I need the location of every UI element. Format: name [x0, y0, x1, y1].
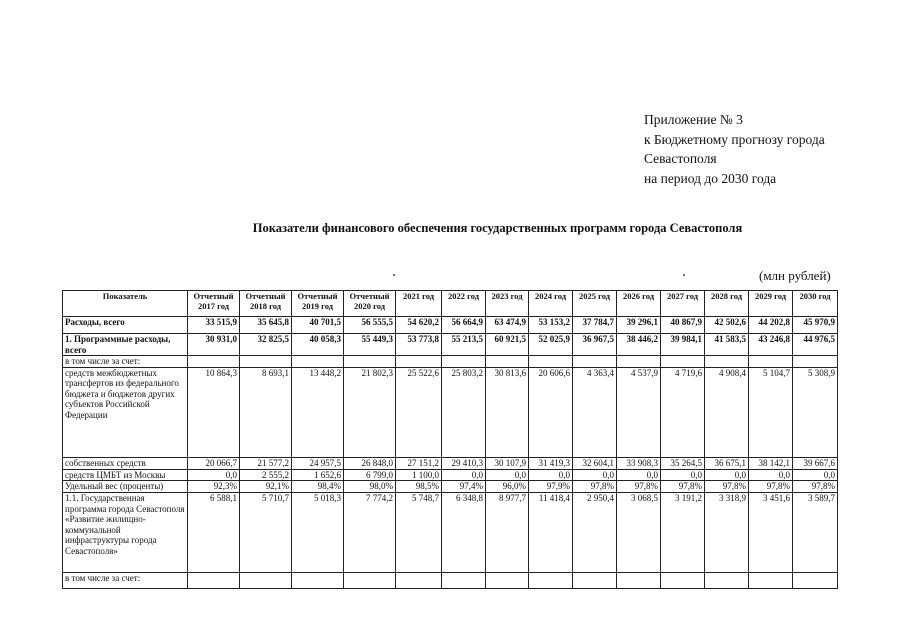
cell-value: 56 555,5 — [344, 317, 396, 334]
cell-value: 0,0 — [486, 469, 529, 481]
cell-value: 97,8% — [749, 481, 793, 493]
cell-value: 21 577,2 — [240, 457, 292, 469]
cell-value: 92,1% — [240, 481, 292, 493]
cell-value: 25 803,2 — [442, 367, 486, 457]
row-label: Удельный вес (проценты) — [63, 481, 188, 493]
cell-value: 0,0 — [529, 469, 573, 481]
cell-value: 0,0 — [442, 469, 486, 481]
cell-value: 98,4% — [292, 481, 344, 493]
cell-value: 55 449,3 — [344, 334, 396, 356]
cell-value: 20 066,7 — [188, 457, 240, 469]
col-header: 2023 год — [486, 291, 529, 317]
cell-value: 53 773,8 — [396, 334, 442, 356]
cell-value: 39 667,6 — [793, 457, 838, 469]
cell-value — [396, 356, 442, 368]
cell-value: 36 675,1 — [705, 457, 749, 469]
cell-value — [529, 573, 573, 589]
table-row — [63, 493, 838, 573]
cell-value: 35 645,8 — [240, 317, 292, 334]
cell-value: 0,0 — [617, 469, 661, 481]
cell-value: 0,0 — [749, 469, 793, 481]
cell-value: 56 664,9 — [442, 317, 486, 334]
cell-value: 97,8% — [617, 481, 661, 493]
cell-value: 5 104,7 — [749, 367, 793, 457]
cell-value: 30 813,6 — [486, 367, 529, 457]
cell-value: 21 802,3 — [344, 367, 396, 457]
cell-value — [486, 356, 529, 368]
appendix-note — [644, 110, 825, 188]
row-label: средств межбюджетных трансфертов из федерального бюджета и бюджетов других субъектов Российской Федерации — [63, 367, 188, 457]
cell-value: 30 931,0 — [188, 334, 240, 356]
cell-value: 98,5% — [396, 481, 442, 493]
cell-value: 40 058,3 — [292, 334, 344, 356]
col-header: 2030 год — [793, 291, 838, 317]
table-row — [63, 356, 838, 368]
cell-value: 52 025,9 — [529, 334, 573, 356]
col-header: Отчетный 2017 год — [188, 291, 240, 317]
cell-value: 43 246,8 — [749, 334, 793, 356]
cell-value: 33 515,9 — [188, 317, 240, 334]
financing-table — [62, 290, 838, 589]
cell-value: 35 264,5 — [661, 457, 705, 469]
appendix-line: к Бюджетному прогнозу города — [644, 131, 825, 147]
cell-value: 3 451,6 — [749, 493, 793, 573]
cell-value: 37 784,7 — [573, 317, 617, 334]
cell-value: 24 957,5 — [292, 457, 344, 469]
col-header: 2022 год — [442, 291, 486, 317]
cell-value — [486, 573, 529, 589]
cell-value — [240, 356, 292, 368]
cell-value: 8 693,1 — [240, 367, 292, 457]
cell-value — [442, 356, 486, 368]
cell-value — [344, 573, 396, 589]
cell-value: 6 799,0 — [344, 469, 396, 481]
cell-value — [529, 356, 573, 368]
cell-value — [661, 356, 705, 368]
cell-value: 0,0 — [188, 469, 240, 481]
cell-value: 3 318,9 — [705, 493, 749, 573]
cell-value: 97,8% — [793, 481, 838, 493]
cell-value — [793, 356, 838, 368]
cell-value: 2 555,2 — [240, 469, 292, 481]
cell-value: 44 202,8 — [749, 317, 793, 334]
cell-value: 4 363,4 — [573, 367, 617, 457]
cell-value: 0,0 — [705, 469, 749, 481]
cell-value: 0,0 — [793, 469, 838, 481]
table-row — [63, 317, 838, 334]
cell-value: 5 748,7 — [396, 493, 442, 573]
col-header: 2024 год — [529, 291, 573, 317]
cell-value: 11 418,4 — [529, 493, 573, 573]
cell-value: 10 864,3 — [188, 367, 240, 457]
row-label: средств ЦМБТ из Москвы — [63, 469, 188, 481]
cell-value: 1 100,0 — [396, 469, 442, 481]
cell-value: 32 825,5 — [240, 334, 292, 356]
cell-value — [396, 573, 442, 589]
cell-value — [705, 356, 749, 368]
cell-value: 29 410,3 — [442, 457, 486, 469]
cell-value: 33 908,3 — [617, 457, 661, 469]
cell-value: 26 848,0 — [344, 457, 396, 469]
table-header-row — [63, 291, 838, 317]
cell-value: 63 474,9 — [486, 317, 529, 334]
row-label: собственных средств — [63, 457, 188, 469]
cell-value: 6 588,1 — [188, 493, 240, 573]
cell-value: 0,0 — [573, 469, 617, 481]
cell-value: 25 522,6 — [396, 367, 442, 457]
cell-value: 40 701,5 — [292, 317, 344, 334]
cell-value: 97,4% — [442, 481, 486, 493]
cell-value: 13 448,2 — [292, 367, 344, 457]
cell-value: 3 589,7 — [793, 493, 838, 573]
cell-value: 98,0% — [344, 481, 396, 493]
cell-value: 4 719,6 — [661, 367, 705, 457]
cell-value: 38 446,2 — [617, 334, 661, 356]
cell-value: 7 774,2 — [344, 493, 396, 573]
cell-value — [442, 573, 486, 589]
cell-value — [749, 356, 793, 368]
cell-value — [749, 573, 793, 589]
cell-value: 40 867,9 — [661, 317, 705, 334]
cell-value: 97,8% — [705, 481, 749, 493]
scan-speck — [393, 274, 395, 276]
cell-value: 0,0 — [661, 469, 705, 481]
table-row — [63, 334, 838, 356]
document-title: Показатели финансового обеспечения государственных программ города Севастополя — [252, 221, 743, 235]
col-header: Показатель — [63, 291, 188, 317]
cell-value: 5 308,9 — [793, 367, 838, 457]
cell-value: 31 419,3 — [529, 457, 573, 469]
cell-value — [344, 356, 396, 368]
cell-value: 1 652,6 — [292, 469, 344, 481]
cell-value — [705, 573, 749, 589]
col-header: 2028 год — [705, 291, 749, 317]
col-header: 2027 год — [661, 291, 705, 317]
cell-value: 41 583,5 — [705, 334, 749, 356]
cell-value: 39 984,1 — [661, 334, 705, 356]
cell-value: 3 191,2 — [661, 493, 705, 573]
cell-value: 5 018,3 — [292, 493, 344, 573]
cell-value: 92,3% — [188, 481, 240, 493]
table-row — [63, 469, 838, 481]
table-row — [63, 481, 838, 493]
row-label: в том числе за счет: — [63, 573, 188, 589]
appendix-line: Приложение № 3 — [644, 112, 743, 127]
table-row — [63, 367, 838, 457]
cell-value — [292, 573, 344, 589]
row-label: в том числе за счет: — [63, 356, 188, 368]
cell-value — [661, 573, 705, 589]
cell-value: 53 153,2 — [529, 317, 573, 334]
cell-value: 5 710,7 — [240, 493, 292, 573]
cell-value — [292, 356, 344, 368]
cell-value: 4 908,4 — [705, 367, 749, 457]
cell-value — [240, 573, 292, 589]
cell-value: 20 606,6 — [529, 367, 573, 457]
cell-value: 36 967,5 — [573, 334, 617, 356]
cell-value — [617, 356, 661, 368]
appendix-line: на период до 2030 года — [644, 170, 777, 186]
cell-value: 38 142,1 — [749, 457, 793, 469]
scan-speck — [683, 274, 685, 276]
cell-value: 45 970,9 — [793, 317, 838, 334]
cell-value: 39 296,1 — [617, 317, 661, 334]
units-label: (млн рублей) — [759, 268, 831, 283]
cell-value — [188, 573, 240, 589]
cell-value: 60 921,5 — [486, 334, 529, 356]
cell-value: 55 213,5 — [442, 334, 486, 356]
cell-value — [573, 356, 617, 368]
cell-value: 42 502,6 — [705, 317, 749, 334]
col-header: 2029 год — [749, 291, 793, 317]
appendix-line: Севастополя — [644, 151, 717, 166]
row-label: Расходы, всего — [63, 317, 188, 334]
cell-value: 6 348,8 — [442, 493, 486, 573]
cell-value: 27 151,2 — [396, 457, 442, 469]
cell-value: 32 604,1 — [573, 457, 617, 469]
row-label: 1. Программные расходы, всего — [63, 334, 188, 356]
cell-value: 3 068,5 — [617, 493, 661, 573]
cell-value: 8 977,7 — [486, 493, 529, 573]
table-row — [63, 573, 838, 589]
cell-value: 96,0% — [486, 481, 529, 493]
col-header: 2021 год — [396, 291, 442, 317]
cell-value: 2 950,4 — [573, 493, 617, 573]
cell-value: 4 537,9 — [617, 367, 661, 457]
cell-value: 30 107,9 — [486, 457, 529, 469]
col-header: 2025 год — [573, 291, 617, 317]
cell-value: 97,8% — [573, 481, 617, 493]
row-label: 1.1. Государственная программа города Севастополя «Развитие жилищно-коммунальной инфраструктуры города Севастополя» — [63, 493, 188, 573]
cell-value: 97,9% — [529, 481, 573, 493]
col-header: 2026 год — [617, 291, 661, 317]
col-header: Отчетный 2019 год — [292, 291, 344, 317]
cell-value: 44 976,5 — [793, 334, 838, 356]
col-header: Отчетный 2020 год — [344, 291, 396, 317]
cell-value — [573, 573, 617, 589]
cell-value — [188, 356, 240, 368]
cell-value: 54 620,2 — [396, 317, 442, 334]
cell-value — [793, 573, 838, 589]
cell-value: 97,8% — [661, 481, 705, 493]
col-header: Отчетный 2018 год — [240, 291, 292, 317]
cell-value — [617, 573, 661, 589]
table-row — [63, 457, 838, 469]
